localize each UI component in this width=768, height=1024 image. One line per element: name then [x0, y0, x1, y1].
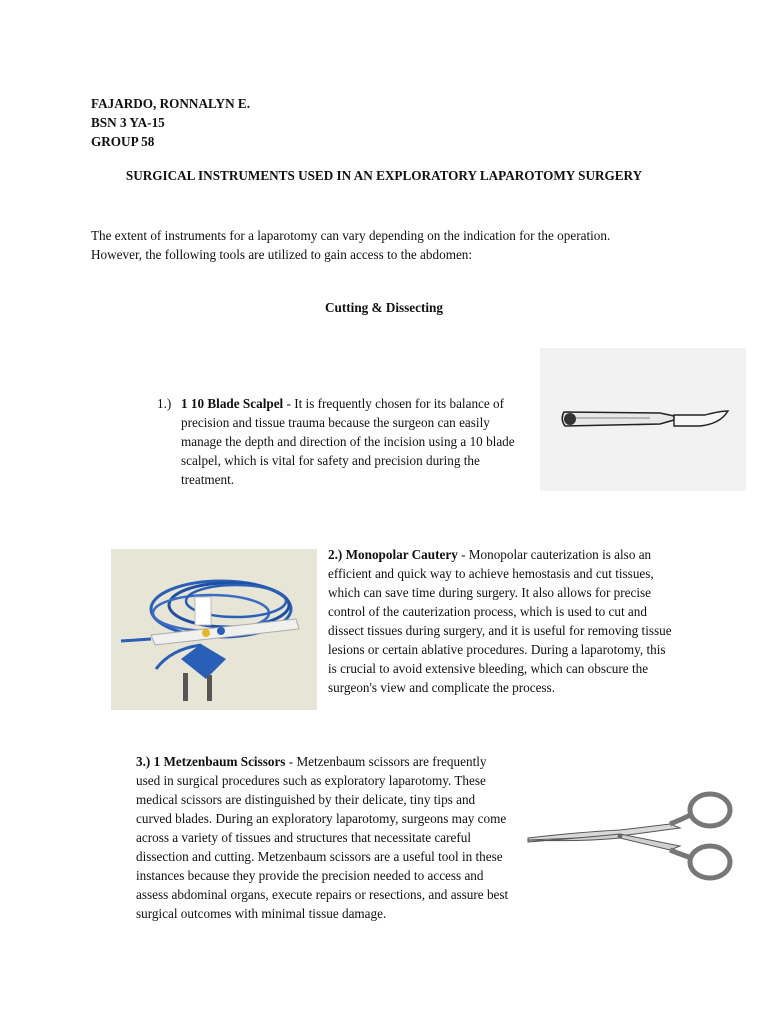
- scalpel-image: [540, 348, 746, 491]
- item-description: - It is frequently chosen for its balance of precision and tissue trauma because the surgeon can easily manage the depth and direction of the incision using a 10 blade scalpel, which is vital for safety and precision during the treatment.: [181, 396, 515, 487]
- student-group: GROUP 58: [91, 134, 155, 149]
- section-heading: Cutting & Dissecting: [325, 300, 443, 315]
- cautery-pencil-icon: [111, 549, 317, 710]
- scissors-icon: [520, 780, 746, 890]
- item-description: - Monopolar cauterization is also an efficient and quick way to achieve hemostasis and cut tissues, which can save time during surgery. It also allows for precise control of the cauterization process, which is used to cut and dissect tissues during surgery, and it is useful for removing tissue lesions or certain ablative procedures. During a laparotomy, this is crucial to avoid extensive bleeding, which can obscure the surgeon's view and complicate the process.: [328, 547, 672, 695]
- item-scalpel: [157, 394, 532, 489]
- item-monopolar-cautery: [328, 545, 673, 697]
- item-name: 3.) 1 Metzenbaum Scissors: [136, 754, 286, 769]
- student-section: BSN 3 YA-15: [91, 115, 165, 130]
- item-description: - Metzenbaum scissors are frequently used in surgical procedures such as exploratory laparotomy. These medical scissors are distinguished by their delicate, tiny tips and curved blades. During an exploratory laparotomy, surgeons may come across a variety of tissues and structures that necessitate careful dissection and cutting. Metzenbaum scissors are a useful tool in these instances because they provide the precision needed to access and assess abdominal organs, execute repairs or resections, and assure best surgical outcomes with minimal tissue damage.: [136, 754, 509, 921]
- scalpel-icon: [540, 348, 746, 491]
- item-name: 1 10 Blade Scalpel: [181, 396, 284, 411]
- item-number: 1.): [157, 396, 172, 411]
- item-name: 2.) Monopolar Cautery: [328, 547, 458, 562]
- student-name: FAJARDO, RONNALYN E.: [91, 96, 250, 111]
- student-header: [91, 94, 250, 151]
- monopolar-cautery-image: [111, 549, 317, 710]
- document-title: SURGICAL INSTRUMENTS USED IN AN EXPLORATORY LAPAROTOMY SURGERY: [125, 168, 643, 183]
- item-metzenbaum-scissors: [136, 752, 512, 923]
- intro-paragraph: The extent of instruments for a laparotomy can vary depending on the indication for the operation. However, the following tools are utilized to gain access to the abdomen:: [91, 228, 611, 262]
- metzenbaum-scissors-image: [520, 780, 746, 890]
